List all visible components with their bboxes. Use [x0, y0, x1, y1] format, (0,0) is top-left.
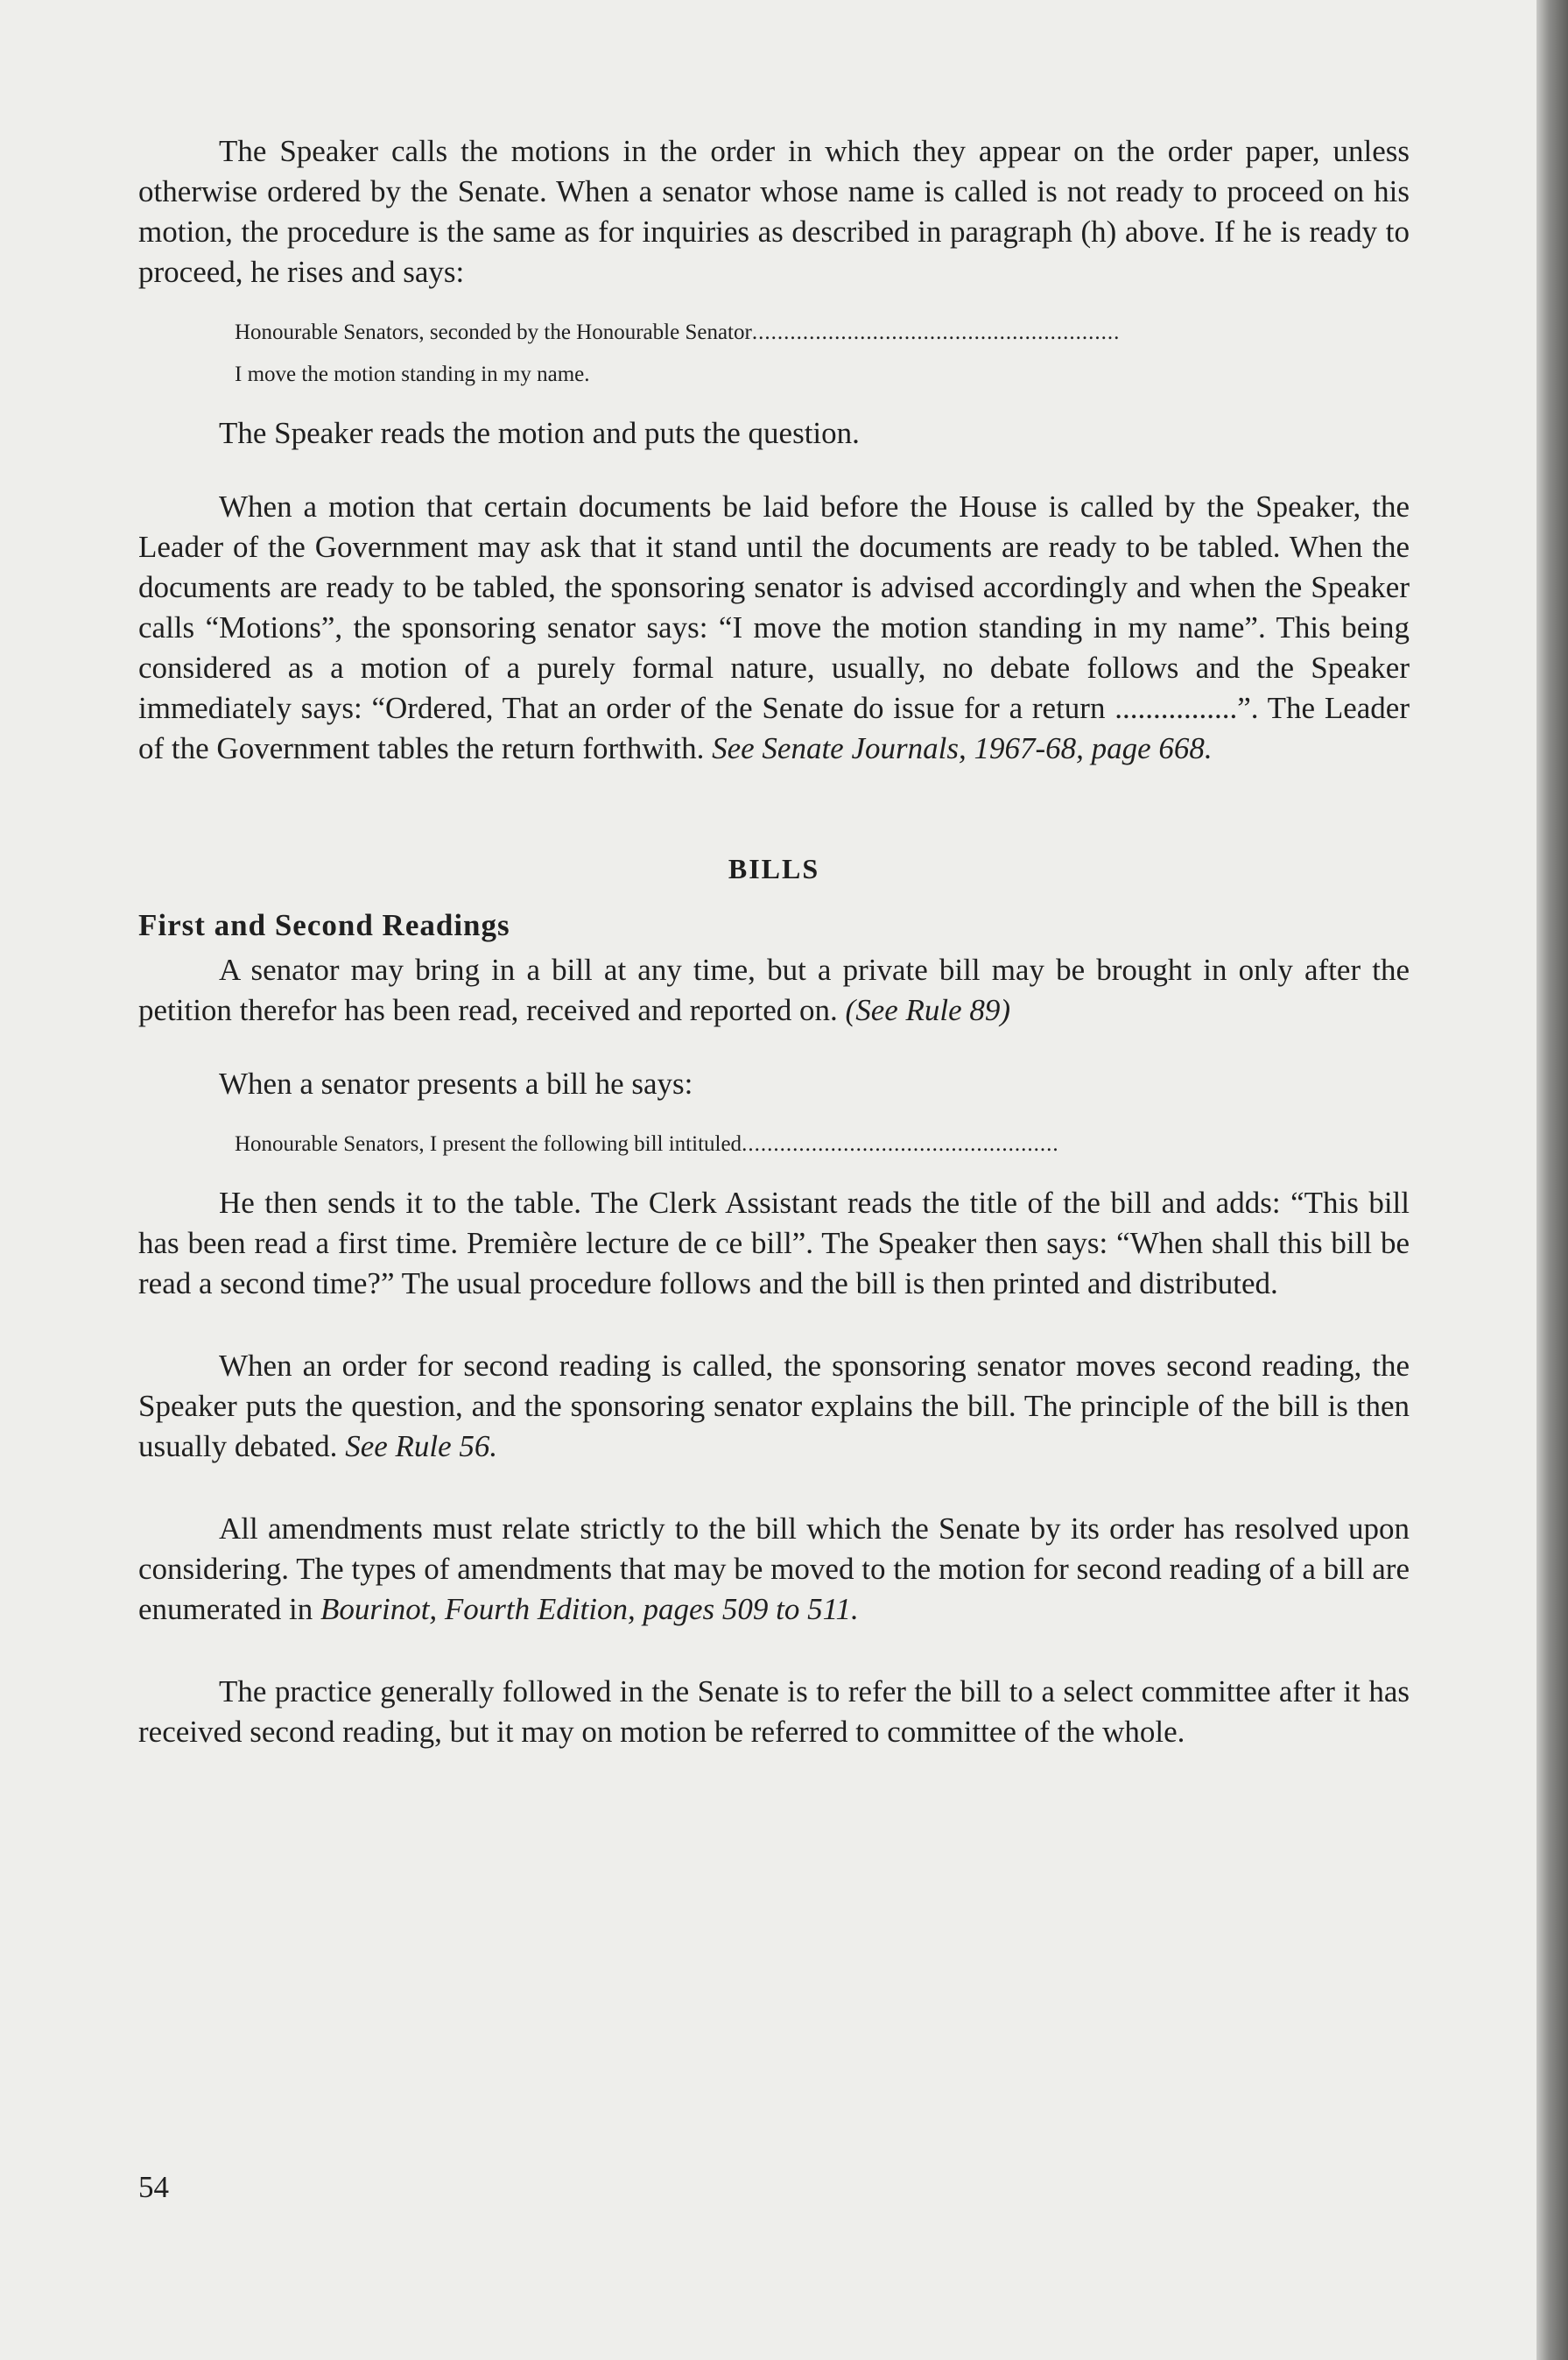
paragraph-motions-order: The Speaker calls the motions in the order in which they appear on the order paper, unless otherwise ordered by the Senate. When a senator whose name is called is not ready to proceed on his motion, the procedure is the same as for inquiries as described in paragraph (h) above. If he is ready to proceed, he rises and says: — [138, 134, 1410, 289]
paragraph-bring-bill — [138, 950, 1410, 1031]
paragraph-text: When a motion that certain documents be laid before the House is called by the Speaker, the Leader of the Government may ask that it stand until the documents are ready to be tabled. When the documents are ready to be tabled, the sponsoring senator is advised accordingly and when the Speaker calls “Motions”, the sponsoring senator says: “I move the motion standing in my name”. This being considered as a motion of a purely formal nature, usually, no debate follows and the Speaker immediately says: “Ordered, That an order of the Senate do issue for a return ................”. The Leader of the Government tables the return forthwith. — [138, 490, 1410, 765]
citation: See Senate Journals, 1967-68, page 668. — [712, 731, 1213, 765]
citation: Bourinot, Fourth Edition, pages 509 to 511. — [320, 1592, 859, 1626]
paragraph-amendments — [138, 1509, 1410, 1630]
formula-line — [235, 1124, 1410, 1166]
paragraph-documents-motion — [138, 487, 1410, 769]
formula-line — [235, 312, 1410, 354]
paragraph-practice: The practice generally followed in the Senate is to refer the bill to a select committee after it has received second reading, but it may on motion be referred to committee of the whole. — [138, 1674, 1410, 1749]
paragraph-presents-bill: When a senator presents a bill he says: — [219, 1067, 693, 1101]
section-heading-bills: BILLS — [728, 853, 820, 884]
citation: See Rule 56. — [345, 1429, 498, 1463]
page-content — [138, 131, 1410, 1752]
paragraph-text: All amendments must relate strictly to the bill which the Senate by its order has resolved upon considering. The types of amendments that may be moved to the motion for second reading of a bill are enumerated in — [138, 1511, 1410, 1626]
formula-dots: .......................................................... — [751, 321, 1121, 344]
formula-text: Honourable Senators, I present the following bill intituled — [235, 1132, 742, 1156]
formula-present-bill — [235, 1124, 1410, 1166]
formula-dots: .................................................. — [742, 1132, 1059, 1156]
formula-line: I move the motion standing in my name. — [235, 363, 590, 386]
paragraph-speaker-reads: The Speaker reads the motion and puts the question. — [219, 416, 860, 450]
paragraph-sends-table: He then sends it to the table. The Clerk Assistant reads the title of the bill and adds: “This bill has been read a first time. Première lecture de ce bill”. The Speaker then says: “When shall this bill be read a second time?” The usual procedure follows and the bill is then printed and distributed. — [138, 1186, 1410, 1300]
subheading-first-second-readings: First and Second Readings — [138, 908, 510, 942]
formula-text: Honourable Senators, seconded by the Honourable Senator — [235, 321, 752, 344]
paragraph-text: When an order for second reading is called, the sponsoring senator moves second reading, the Speaker puts the question, and the sponsoring senator explains the bill. The principle of the bill is then usually debated. — [138, 1349, 1410, 1463]
citation: (See Rule 89) — [845, 993, 1011, 1027]
formula-move-motion — [235, 312, 1410, 396]
page-binding-edge — [1536, 0, 1568, 2360]
paragraph-second-reading — [138, 1346, 1410, 1467]
page-number: 54 — [138, 2170, 169, 2204]
paragraph-text: A senator may bring in a bill at any time, but a private bill may be brought in only after the petition therefor has been read, received and reported on. — [138, 953, 1410, 1027]
